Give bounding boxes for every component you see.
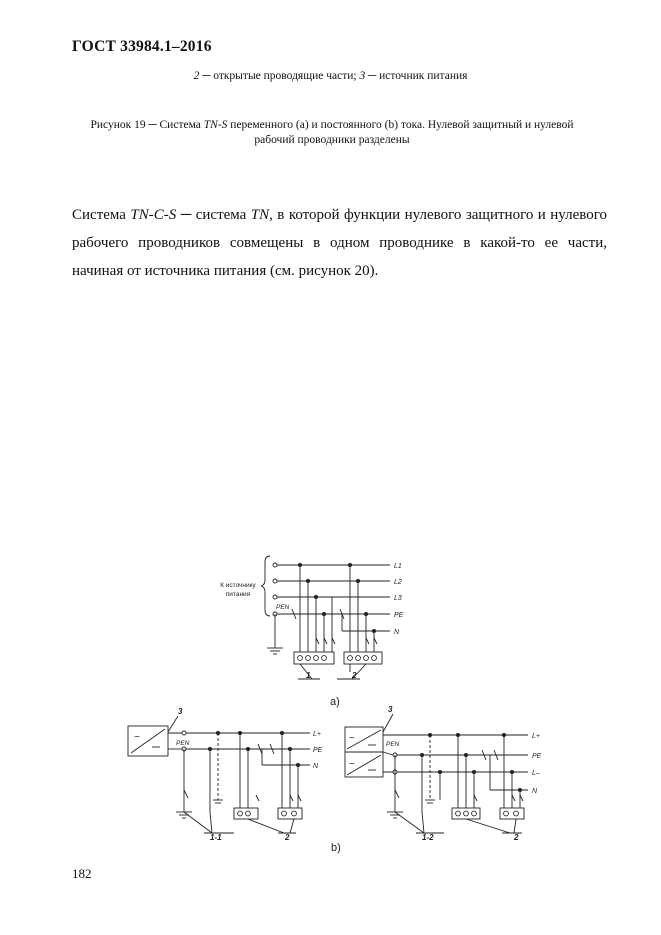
caption-system-term: TN-S bbox=[203, 119, 228, 131]
diagram-a bbox=[261, 556, 390, 679]
page-number: 182 bbox=[72, 866, 92, 881]
b-left-callout-2: 2 bbox=[285, 833, 290, 842]
source-label-line-2: питания bbox=[225, 591, 251, 598]
label-n: N bbox=[394, 629, 400, 636]
callout-2: 2 bbox=[352, 671, 357, 680]
svg-text:~: ~ bbox=[349, 759, 355, 770]
body-term-tncs: TN-C-S bbox=[130, 207, 177, 223]
label-pen: PEN bbox=[276, 604, 290, 611]
label-l2: L2 bbox=[394, 579, 402, 586]
label-pe: PE bbox=[394, 612, 404, 619]
b-right-callout-1-2: 1-2 bbox=[422, 833, 434, 842]
legend-item-2-text: ─ открытые проводящие части; bbox=[199, 70, 360, 82]
b-left-label-pe: PE bbox=[313, 747, 323, 754]
legend-item-3-text: ─ источник питания bbox=[365, 70, 468, 82]
b-left-callout-3: 3 bbox=[178, 707, 183, 716]
caption-part-1: Рисунок 19 ─ Система bbox=[90, 119, 204, 131]
legend-item-3-number: 3 bbox=[359, 70, 366, 82]
svg-text:~: ~ bbox=[349, 733, 355, 744]
source-brace bbox=[261, 556, 270, 616]
diagram-b-right bbox=[345, 714, 528, 833]
sublabel-a: a) bbox=[330, 696, 340, 708]
b-right-label-lminus: L– bbox=[532, 770, 540, 777]
b-right-callout-3: 3 bbox=[388, 705, 393, 714]
body-word-2: ─ система bbox=[176, 207, 251, 223]
b-left-label-n: N bbox=[313, 763, 319, 770]
body-rest: , в которой функции нулевого защитного и нулевого рабочего проводников совмещены в одном проводнике в какой-то ее части, начиная от источника питания (см. рисунок 20). bbox=[72, 207, 608, 279]
page-header: ГОСТ 33984.1–2016 bbox=[72, 38, 212, 55]
b-right-label-n: N bbox=[532, 788, 538, 795]
legend-item-2-number: 2 bbox=[193, 70, 200, 82]
label-l3: L3 bbox=[394, 595, 402, 602]
diagram-b-left bbox=[128, 716, 310, 833]
label-l1: L1 bbox=[394, 563, 402, 570]
svg-text:~: ~ bbox=[134, 732, 140, 743]
b-left-label-pen: PEN bbox=[176, 740, 190, 747]
b-right-label-pe: PE bbox=[532, 753, 542, 760]
callout-1: 1 bbox=[306, 671, 311, 680]
b-right-label-pen: PEN bbox=[386, 741, 400, 748]
sublabel-b: b) bbox=[331, 842, 341, 854]
source-label-line-1: К источнику bbox=[220, 582, 256, 589]
body-term-tn: TN bbox=[250, 207, 270, 223]
body-word-1: Система bbox=[72, 207, 131, 223]
b-right-label-lplus: L+ bbox=[532, 733, 540, 740]
b-right-callout-2: 2 bbox=[514, 833, 519, 842]
b-left-label-lplus: L+ bbox=[313, 731, 321, 738]
b-left-callout-1-1: 1-1 bbox=[210, 833, 222, 842]
caption-part-2: переменного (а) и постоянного (b) тока. Нулевой защитный и нулевой рабочий проводники разделены bbox=[227, 119, 574, 146]
